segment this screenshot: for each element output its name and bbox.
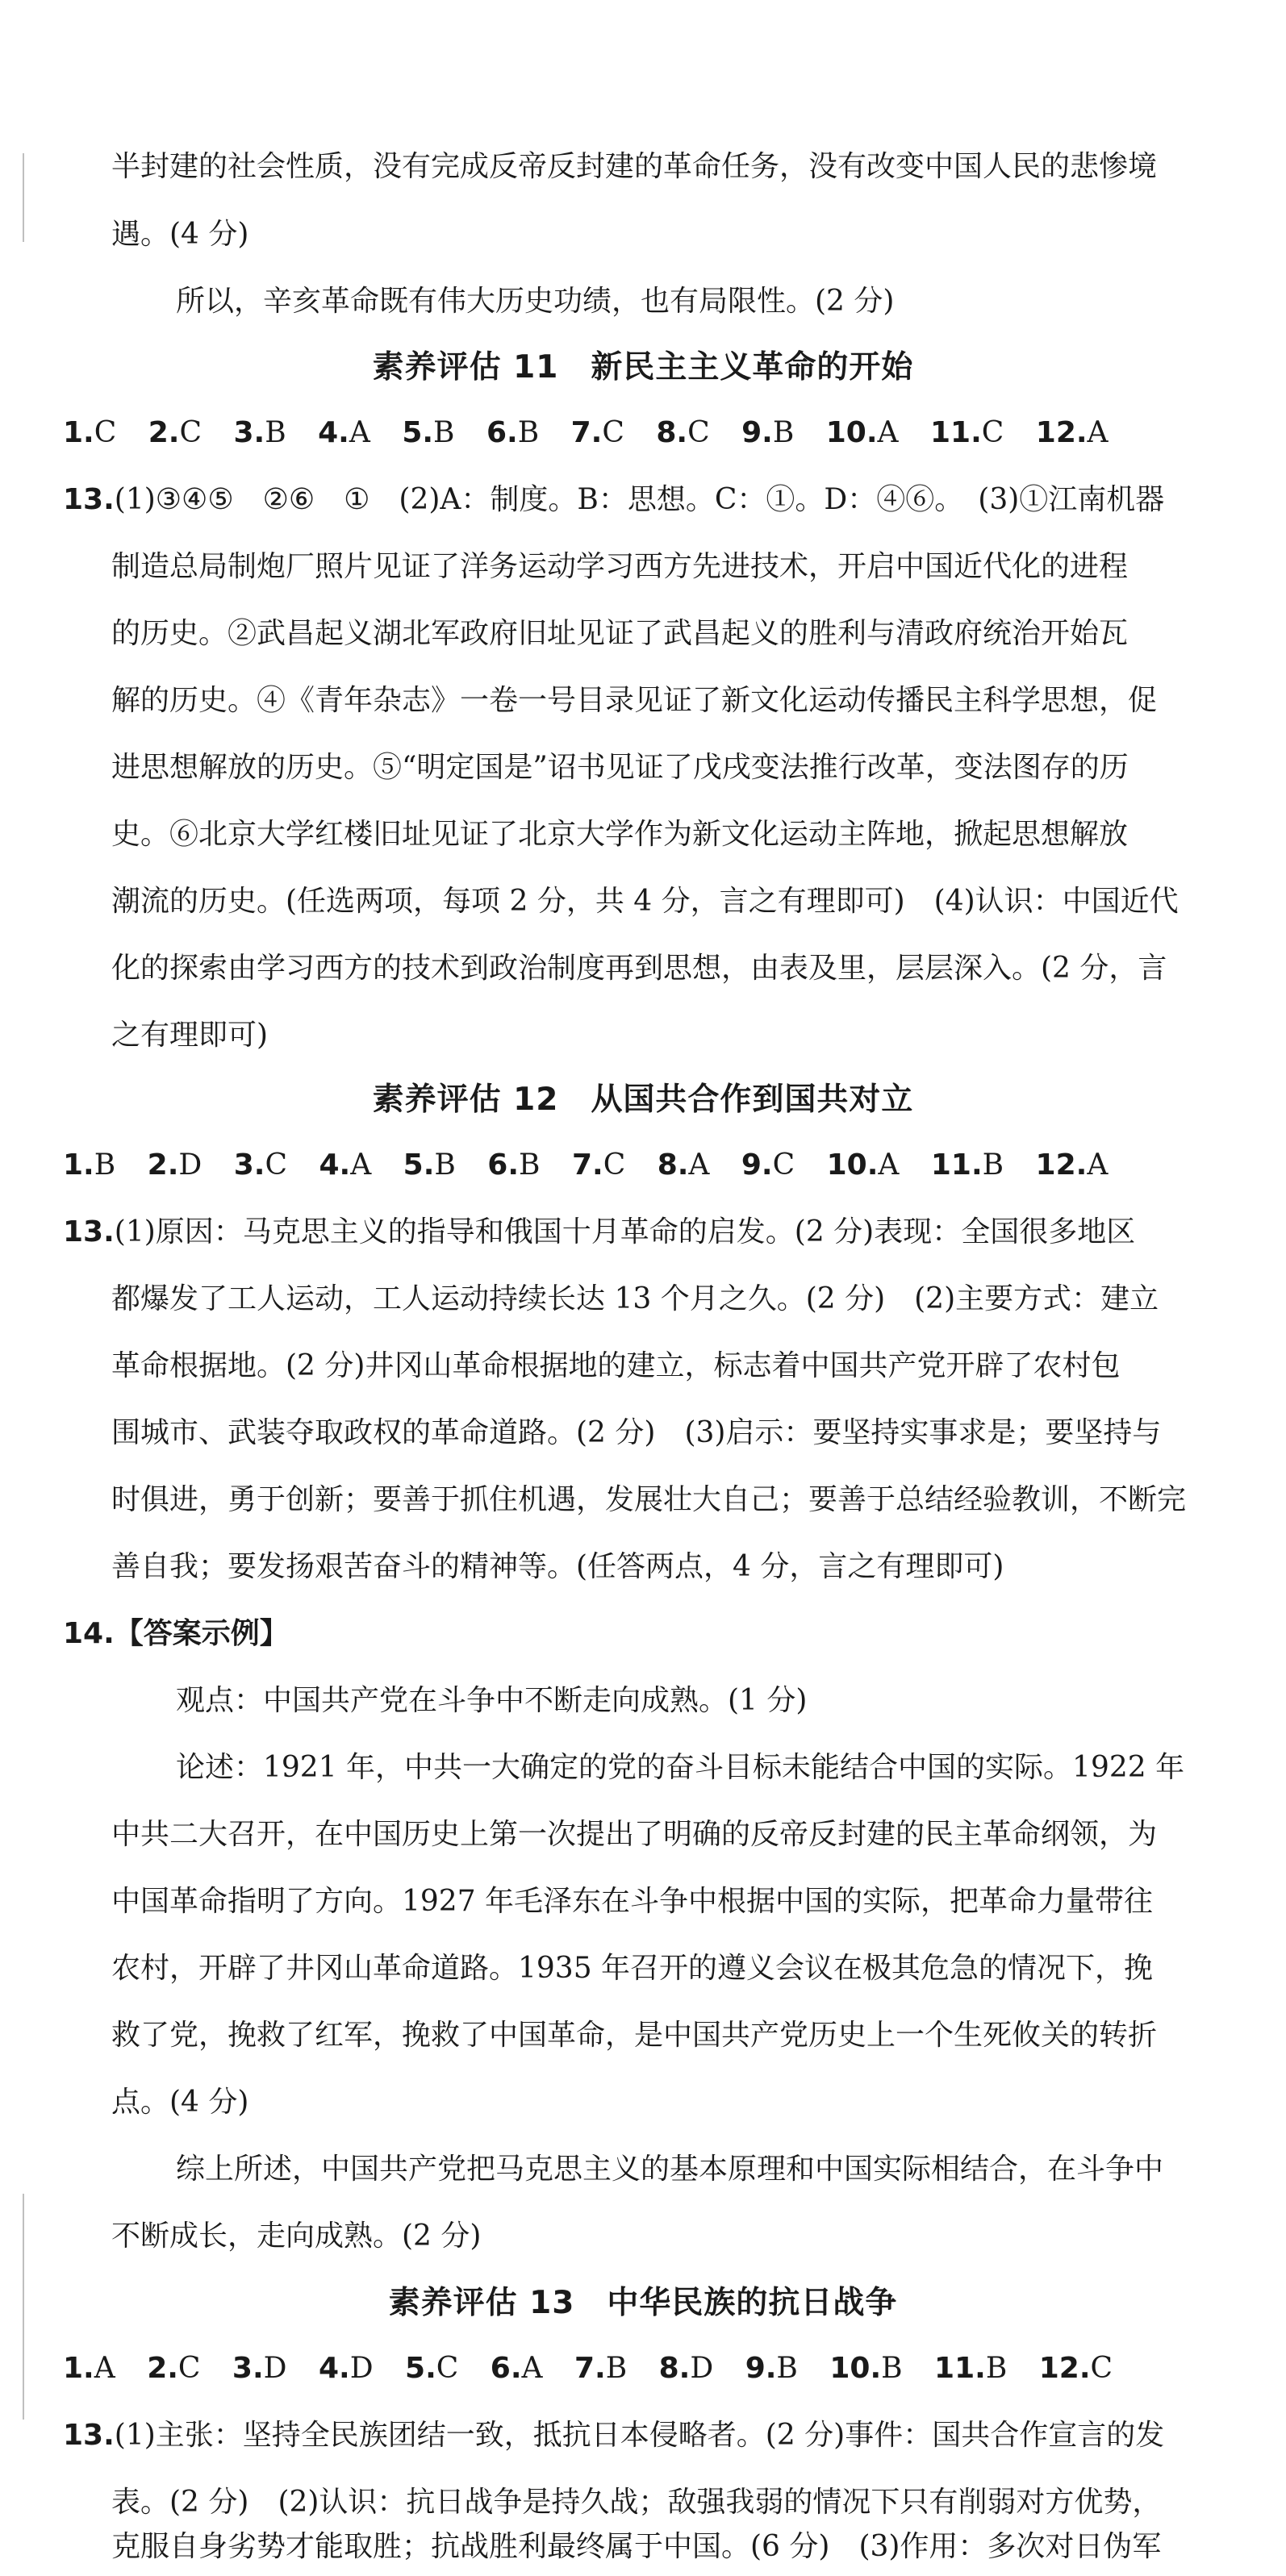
text-line: 中国革命指明了方向。1927 年毛泽东在斗争中根据中国的实际，把革命力量带往 bbox=[111, 1885, 1154, 1918]
question-number: 12. bbox=[1035, 1148, 1088, 1182]
question-number: 10. bbox=[829, 2352, 882, 2385]
answer-example-label: 【答案示例】 bbox=[114, 1617, 289, 1650]
question-number: 10. bbox=[825, 416, 878, 449]
text-line: 所以，辛亥革命既有伟大历史功绩，也有局限性。(2 分) bbox=[176, 285, 895, 318]
question-number: 11. bbox=[929, 416, 982, 449]
text-line: 潮流的历史。(任选两项，每项 2 分，共 4 分，言之有理即可) (4)认识：中国近代 bbox=[111, 885, 1179, 918]
choice-answer: B bbox=[982, 1148, 1004, 1182]
answer-text: (1)③④⑤ ②⑥ ① (2)A：制度。B：思想。C：①。D：④⑥。 (3)①江南机器 bbox=[114, 483, 1165, 516]
question-number: 8. bbox=[656, 416, 688, 449]
choice-answer: D bbox=[178, 1148, 203, 1182]
question-number: 13. bbox=[63, 1215, 115, 1248]
question-number: 7. bbox=[570, 416, 603, 449]
question-number: 9. bbox=[741, 416, 773, 449]
choice-answer: A bbox=[878, 1148, 900, 1182]
text-line: 史。⑥北京大学红楼旧址见证了北京大学作为新文化运动主阵地，掀起思想解放 bbox=[111, 818, 1129, 851]
text-line: 综上所述，中国共产党把马克思主义的基本原理和中国实际相结合，在斗争中 bbox=[176, 2153, 1164, 2186]
question-number: 12. bbox=[1038, 2352, 1091, 2385]
question-number: 1. bbox=[63, 416, 94, 449]
choice-answer: B bbox=[881, 2352, 903, 2385]
text-line: 表。(2 分) (2)认识：抗日战争是持久战；敌强我弱的情况下只有削弱对方优势， bbox=[111, 2486, 1162, 2519]
section-title: 素养评估 13 中华民族的抗日战争 bbox=[388, 2285, 898, 2321]
choice-answer: D bbox=[690, 2352, 714, 2385]
text-line: 农村，开辟了井冈山革命道路。1935 年召开的遵义会议在极其危急的情况下，挽 bbox=[111, 1952, 1154, 1985]
question-number: 4. bbox=[318, 416, 349, 449]
choice-answer: B bbox=[94, 1148, 116, 1182]
question-number: 6. bbox=[486, 416, 518, 449]
text-line: 中共二大召开，在中国历史上第一次提出了明确的反帝反封建的民主革命纲领，为 bbox=[111, 1818, 1158, 1851]
text-line bbox=[63, 481, 1164, 519]
question-number: 8. bbox=[658, 2352, 691, 2385]
choice-answer: A bbox=[1087, 416, 1109, 449]
section-title: 素养评估 11 新民主主义革命的开始 bbox=[372, 349, 914, 386]
question-number: 13. bbox=[63, 483, 115, 516]
choice-answer: A bbox=[350, 1148, 372, 1182]
text-line: 不断成长，走向成熟。(2 分) bbox=[111, 2220, 482, 2253]
page-edge-mark bbox=[23, 153, 24, 242]
text-line: 制造总局制炮厂照片见证了洋务运动学习西方先进技术，开启中国近代化的进程 bbox=[111, 550, 1129, 583]
text-line: 围城市、武装夺取政权的革命道路。(2 分) (3)启示：要坚持实事求是；要坚持与 bbox=[111, 1416, 1162, 1449]
text-line: 革命根据地。(2 分)井冈山革命根据地的建立，标志着中国共产党开辟了农村包 bbox=[111, 1349, 1121, 1382]
choice-answers bbox=[63, 2349, 1113, 2388]
choice-answer: C bbox=[177, 2352, 201, 2385]
choice-answer: B bbox=[985, 2352, 1008, 2385]
text-line: 之有理即可) bbox=[111, 1019, 269, 1052]
text-line bbox=[63, 1213, 1135, 1252]
choice-answer: A bbox=[521, 2352, 543, 2385]
choice-answer: B bbox=[265, 416, 286, 449]
choice-answer: A bbox=[1087, 1148, 1109, 1182]
text-line: 观点：中国共产党在斗争中不断走向成熟。(1 分) bbox=[176, 1684, 808, 1717]
question-number: 7. bbox=[574, 2352, 606, 2385]
question-number: 14. bbox=[63, 1617, 115, 1650]
question-number: 12. bbox=[1035, 416, 1088, 449]
text-line: 半封建的社会性质，没有完成反帝反封建的革命任务，没有改变中国人民的悲惨境 bbox=[111, 150, 1158, 183]
text-line: 解的历史。④《青年杂志》一卷一号目录见证了新文化运动传播民主科学思想，促 bbox=[111, 684, 1158, 717]
question-number: 9. bbox=[745, 2352, 777, 2385]
choice-answer: B bbox=[517, 416, 540, 449]
choice-answer: C bbox=[981, 416, 1004, 449]
question-number: 1. bbox=[63, 2352, 94, 2385]
choice-answer: C bbox=[265, 1148, 287, 1182]
choice-answer: C bbox=[1090, 2352, 1113, 2385]
question-number: 11. bbox=[934, 2352, 986, 2385]
text-line bbox=[63, 2416, 1164, 2455]
text-line: 论述：1921 年，中共一大确定的党的奋斗目标未能结合中国的实际。1922 年 bbox=[176, 1751, 1185, 1784]
question-number: 5. bbox=[402, 416, 434, 449]
choice-answer: C bbox=[94, 416, 117, 449]
text-line: 克服自身劣势才能取胜；抗战胜利最终属于中国。(6 分) (3)作用：多次对日伪军 bbox=[111, 2530, 1162, 2563]
question-number: 6. bbox=[490, 2352, 522, 2385]
text-line: 化的探索由学习西方的技术到政治制度再到思想，由表及里，层层深入。(2 分，言 bbox=[111, 952, 1167, 985]
choice-answer: B bbox=[776, 2352, 798, 2385]
question-number: 4. bbox=[319, 1148, 351, 1182]
choice-answer: C bbox=[687, 416, 710, 449]
text-line: 都爆发了工人运动，工人运动持续长达 13 个月之久。(2 分) (2)主要方式：建立 bbox=[111, 1282, 1159, 1315]
choice-answer: C bbox=[436, 2352, 459, 2385]
question-number: 6. bbox=[487, 1148, 520, 1182]
choice-answer: B bbox=[605, 2352, 628, 2385]
section-title: 素养评估 12 从国共合作到国共对立 bbox=[372, 1082, 914, 1118]
question-number: 2. bbox=[148, 416, 180, 449]
question-number: 10. bbox=[826, 1148, 879, 1182]
choice-answer: C bbox=[602, 416, 624, 449]
question-number: 11. bbox=[930, 1148, 983, 1182]
answer-text: (1)原因：马克思主义的指导和俄国十月革命的启发。(2 分)表现：全国很多地区 bbox=[114, 1215, 1136, 1248]
question-number: 5. bbox=[405, 2352, 436, 2385]
text-line: 遇。(4 分) bbox=[111, 218, 249, 251]
choice-answers bbox=[63, 1146, 1108, 1185]
text-line: 的历史。②武昌起义湖北军政府旧址见证了武昌起义的胜利与清政府统治开始瓦 bbox=[111, 617, 1129, 650]
question-number: 1. bbox=[63, 1148, 94, 1182]
choice-answer: A bbox=[688, 1148, 710, 1182]
question-number: 8. bbox=[657, 1148, 689, 1182]
question-number: 3. bbox=[232, 2352, 264, 2385]
text-line: 善自我；要发扬艰苦奋斗的精神等。(任答两点，4 分，言之有理即可) bbox=[111, 1550, 1004, 1583]
choice-answer: A bbox=[877, 416, 899, 449]
text-line bbox=[63, 1615, 289, 1653]
text-line: 时俱进，勇于创新；要善于抓住机遇，发展壮大自己；要善于总结经验教训，不断完 bbox=[111, 1483, 1187, 1516]
choice-answers bbox=[63, 414, 1109, 452]
choice-answer: B bbox=[772, 416, 795, 449]
choice-answer: C bbox=[603, 1148, 626, 1182]
text-line: 救了党，挽救了红军，挽救了中国革命，是中国共产党历史上一个生死攸关的转折 bbox=[111, 2019, 1158, 2052]
choice-answer: A bbox=[94, 2352, 115, 2385]
text-line: 进思想解放的历史。⑤“明定国是”诏书见证了戊戌变法推行改革，变法图存的历 bbox=[111, 751, 1129, 784]
question-number: 2. bbox=[147, 2352, 178, 2385]
choice-answer: C bbox=[179, 416, 203, 449]
choice-answer: B bbox=[519, 1148, 541, 1182]
question-number: 13. bbox=[63, 2419, 115, 2452]
question-number: 4. bbox=[318, 2352, 350, 2385]
choice-answer: D bbox=[349, 2352, 374, 2385]
choice-answer: C bbox=[772, 1148, 795, 1182]
question-number: 9. bbox=[741, 1148, 773, 1182]
question-number: 7. bbox=[571, 1148, 603, 1182]
choice-answer: B bbox=[434, 1148, 456, 1182]
choice-answer: B bbox=[433, 416, 455, 449]
choice-answer: A bbox=[349, 416, 370, 449]
question-number: 3. bbox=[233, 1148, 265, 1182]
choice-answer: D bbox=[263, 2352, 287, 2385]
answer-text: (1)主张：坚持全民族团结一致，抵抗日本侵略者。(2 分)事件：国共合作宣言的发 bbox=[114, 2419, 1165, 2452]
question-number: 5. bbox=[403, 1148, 435, 1182]
text-line: 点。(4 分) bbox=[111, 2086, 249, 2119]
question-number: 3. bbox=[233, 416, 265, 449]
question-number: 2. bbox=[147, 1148, 179, 1182]
